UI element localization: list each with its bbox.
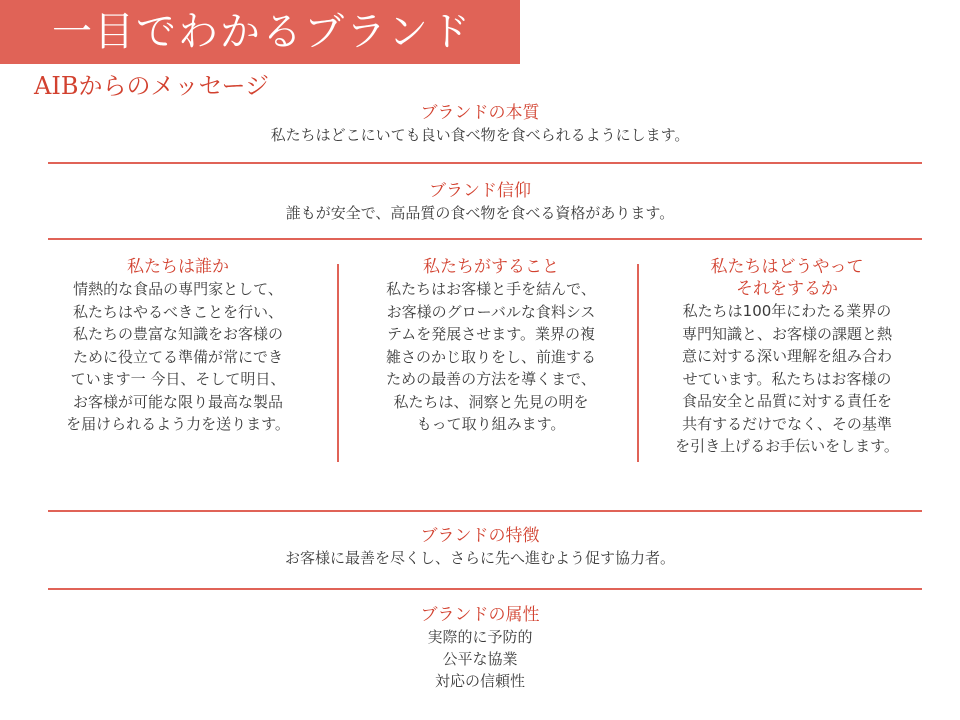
brand-belief-text: 誰もが安全で、高品質の食べ物を食べる資格があります。 — [285, 204, 675, 222]
what-we-do-heading: 私たちがすること — [423, 257, 559, 277]
what-we-do-text: 私たちはお客様と手を結んで、 お客様のグローバルな食料シス テムを発展させます。業界の複 雑さのかじ取りをし、前進する ための最善の方法を導くまで、 私たちは、洞察と先見の明を もって取り組みます。 — [385, 280, 596, 433]
brand-belief-section — [40, 180, 920, 224]
brand-essence-text: 私たちはどこにいても良い食べ物を食べられるようにします。 — [270, 126, 690, 144]
column-divider — [337, 264, 339, 462]
who-we-are-column — [30, 256, 326, 436]
brand-attributes-heading: ブランドの属性 — [420, 605, 540, 625]
divider — [48, 238, 922, 240]
divider — [48, 162, 922, 164]
title-banner — [0, 0, 520, 64]
how-we-do-it-text: 私たちは100年にわたる業界の 専門知識と、お客様の課題と熱 意に対する深い理解を組み合わ せています。私たちはお客様の 食品安全と品質に対する責任を 共有するだけでなく、その基準 を引き上げるお手伝いをします。 — [675, 302, 899, 455]
brand-feature-heading: ブランドの特徴 — [420, 526, 540, 546]
divider — [48, 510, 922, 512]
how-we-do-it-heading: 私たちはどうやって それをするか — [710, 257, 864, 299]
brand-essence-section — [40, 102, 920, 146]
page-subtitle: AIBからのメッセージ — [34, 72, 270, 100]
what-we-do-column — [346, 256, 636, 436]
brand-feature-text: お客様に最善を尽くし、さらに先へ進むよう促す協力者。 — [284, 549, 675, 567]
brand-essence-heading: ブランドの本質 — [420, 103, 540, 123]
page-title: 一目でわかるブランド — [52, 9, 472, 55]
who-we-are-text: 情熱的な食品の専門家として、 私たちはやるべきことを行い、 私たちの豊富な知識をお客様の ために役立てる準備が常にでき ています一 今日、そして明日、 お客様が可能な限り最高な製品 を届けられるよう力を送ります。 — [66, 280, 290, 433]
brand-attributes-section — [40, 604, 920, 692]
brand-feature-section — [40, 525, 920, 569]
how-we-do-it-column — [644, 256, 930, 458]
brand-attribute-item: 対応の信頼性 — [434, 672, 525, 690]
brand-attribute-item: 公平な協業 — [442, 650, 518, 668]
brand-attribute-item: 実際的に予防的 — [427, 628, 533, 646]
column-divider — [637, 264, 639, 462]
divider — [48, 588, 922, 590]
who-we-are-heading: 私たちは誰か — [127, 257, 229, 277]
brand-belief-heading: ブランド信仰 — [429, 181, 531, 201]
